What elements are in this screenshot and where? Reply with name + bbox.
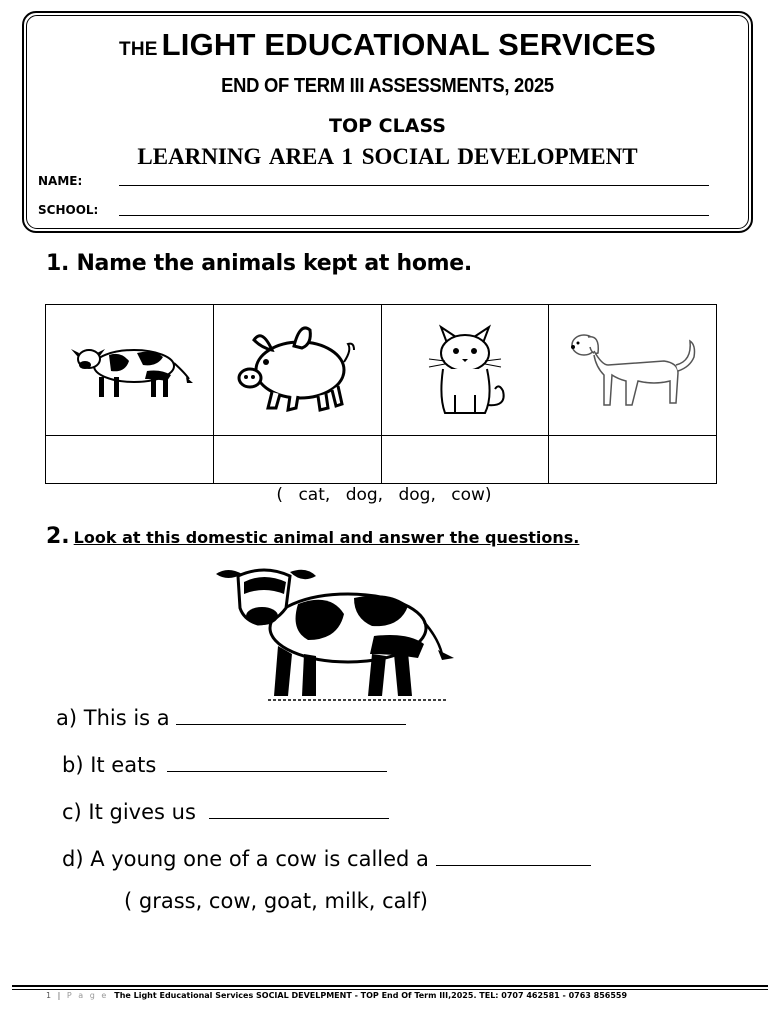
question-1-heading — [46, 251, 472, 276]
page-number: 1 — [46, 991, 54, 1000]
page-indicator — [46, 991, 108, 1000]
question-2-prompt: Look at this domestic animal and answer the questions. — [73, 528, 580, 547]
question-2a-text: a) This is a — [56, 706, 170, 730]
question-2-choices: ( grass, cow, goat, milk, calf) — [124, 889, 428, 913]
title-prefix: THE — [119, 39, 158, 60]
question-2c — [62, 800, 389, 824]
question-2-number: 2. — [46, 524, 70, 549]
page-separator: | — [57, 991, 63, 1000]
animals-table — [45, 304, 717, 484]
animal-cell-cow — [46, 305, 214, 436]
question-2c-text: c) It gives us — [62, 800, 196, 824]
animal-cell-pig — [213, 305, 381, 436]
name-label: NAME: — [38, 174, 83, 188]
answer-cell-3[interactable] — [381, 436, 549, 484]
footer-rule — [12, 985, 768, 987]
learning-area-line: LEARNING AREA 1 SOCIAL DEVELOPMENT — [137, 144, 638, 169]
page-footer — [46, 991, 627, 1000]
question-2a-answer-line[interactable] — [176, 707, 406, 725]
question-2d — [62, 847, 591, 871]
pig-icon — [232, 320, 362, 415]
page-word: P a g e — [66, 991, 109, 1000]
question-2b-text: b) It eats — [62, 753, 157, 777]
question-2-heading — [46, 524, 579, 549]
school-label: SCHOOL: — [38, 203, 99, 217]
dog-icon — [568, 325, 698, 410]
class-line: TOP CLASS — [329, 115, 446, 137]
title-text: LIGHT EDUCATIONAL SERVICES — [161, 27, 656, 62]
name-field[interactable] — [119, 185, 709, 186]
question-1-choices: ( cat, dog, dog, cow) — [276, 485, 492, 505]
footer-text: The Light Educational Services SOCIAL DEVELPMENT - TOP End Of Term III,2025. TEL: 0707 462581 - 0763 856559 — [114, 991, 628, 1000]
question-2d-text: d) A young one of a cow is called a — [62, 847, 429, 871]
question-2a — [56, 706, 406, 730]
question-1-prompt: Name the animals kept at home. — [76, 251, 472, 276]
school-field[interactable] — [119, 215, 709, 216]
question-2d-answer-line[interactable] — [436, 848, 591, 866]
question-2b-answer-line[interactable] — [167, 754, 387, 772]
animal-cell-dog — [549, 305, 717, 436]
header-box — [22, 11, 753, 233]
question-1-number: 1. — [46, 251, 70, 276]
school-title — [24, 27, 751, 63]
footer-rule-thin — [12, 989, 768, 990]
assessment-subtitle: END OF TERM III ASSESSMENTS, 2025 — [221, 75, 554, 97]
cat-icon — [415, 313, 515, 423]
answer-cell-2[interactable] — [213, 436, 381, 484]
question-2b — [62, 753, 387, 777]
answer-cell-4[interactable] — [549, 436, 717, 484]
cow-icon — [198, 558, 460, 708]
answer-cell-1[interactable] — [46, 436, 214, 484]
question-2c-answer-line[interactable] — [209, 801, 389, 819]
animal-cell-cat — [381, 305, 549, 436]
cow-icon — [59, 333, 199, 403]
